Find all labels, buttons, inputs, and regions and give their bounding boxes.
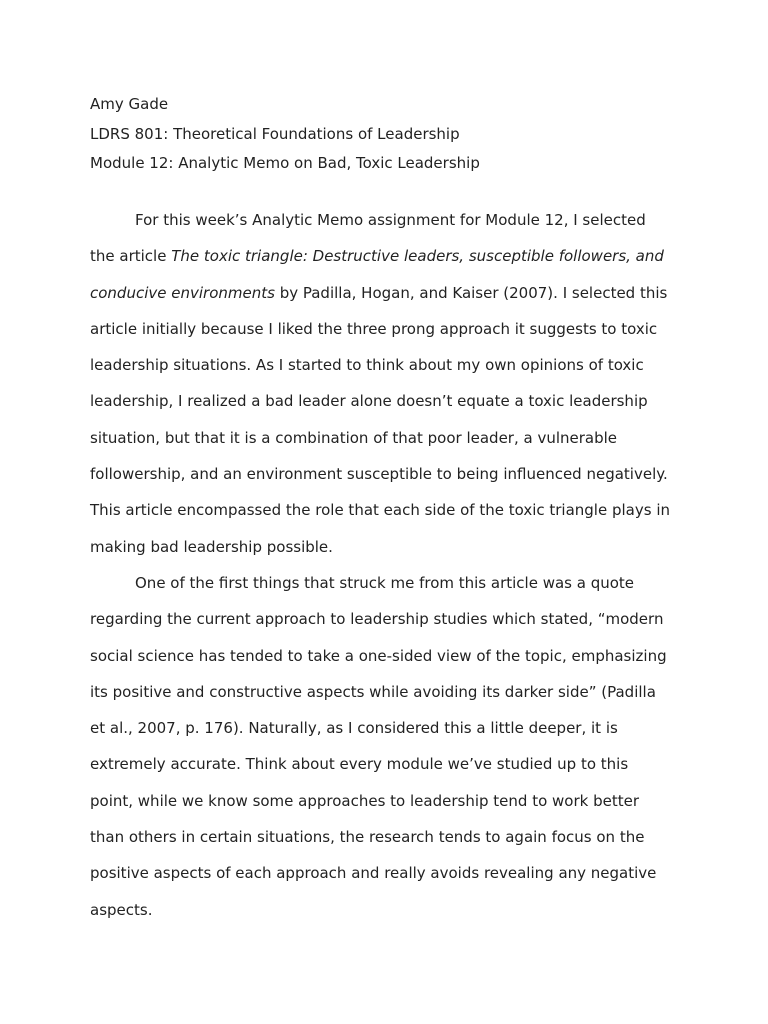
paragraph-line: its positive and constructive aspects while avoiding its darker side” (Padilla [90, 682, 656, 701]
paragraph-line: point, while we know some approaches to leadership tend to work better [90, 791, 639, 810]
memo-header [90, 90, 710, 179]
paragraph-1 [90, 202, 710, 565]
text-run: the article [90, 247, 172, 266]
article-title-italic: conducive environments [90, 283, 275, 302]
paragraph-line: positive aspects of each approach and really avoids revealing any negative [90, 864, 657, 883]
paragraph-line: For this week’s Analytic Memo assignment for Module 12, I selected [135, 211, 646, 229]
paragraph-line: One of the first things that struck me from this article was a quote [135, 573, 635, 592]
paragraph-line: making bad leadership possible. [90, 537, 333, 556]
paragraph-line: social science has tended to take a one-sided view of the topic, emphasizing [90, 646, 667, 665]
article-title-italic: The toxic triangle: Destructive leaders, susceptible followers, and [171, 247, 664, 266]
paragraph-line: article initially because I liked the three prong approach it suggests to toxic [90, 319, 658, 338]
paragraph-line [90, 238, 710, 274]
paragraph-line [90, 275, 710, 311]
course-title: LDRS 801: Theoretical Foundations of Leadership [90, 124, 460, 143]
paragraph-line: followership, and an environment susceptible to being influenced negatively. [90, 465, 668, 484]
module-title: Module 12: Analytic Memo on Bad, Toxic Leadership [90, 154, 480, 172]
paragraph-line: extremely accurate. Think about every module we’ve studied up to this [90, 755, 629, 774]
paragraph-line: leadership situations. As I started to think about my own opinions of toxic [90, 356, 644, 375]
author-name: Amy Gade [90, 95, 169, 113]
paragraph-line: et al., 2007, p. 176). Naturally, as I considered this a little deeper, it is [90, 719, 618, 738]
paragraph-line: leadership, I realized a bad leader alone doesn’t equate a toxic leadership [90, 392, 648, 411]
memo-body [90, 202, 710, 928]
paragraph-line: This article encompassed the role that each side of the toxic triangle plays in [90, 501, 670, 520]
paragraph-line: situation, but that it is a combination of that poor leader, a vulnerable [90, 428, 618, 447]
text-run: by Padilla, Hogan, and Kaiser (2007). I selected this [274, 283, 668, 302]
paragraph-2 [90, 565, 710, 928]
paragraph-line: than others in certain situations, the research tends to again focus on the [90, 828, 645, 847]
paragraph-line: regarding the current approach to leadership studies which stated, “modern [90, 610, 664, 629]
paragraph-line: aspects. [90, 900, 153, 919]
